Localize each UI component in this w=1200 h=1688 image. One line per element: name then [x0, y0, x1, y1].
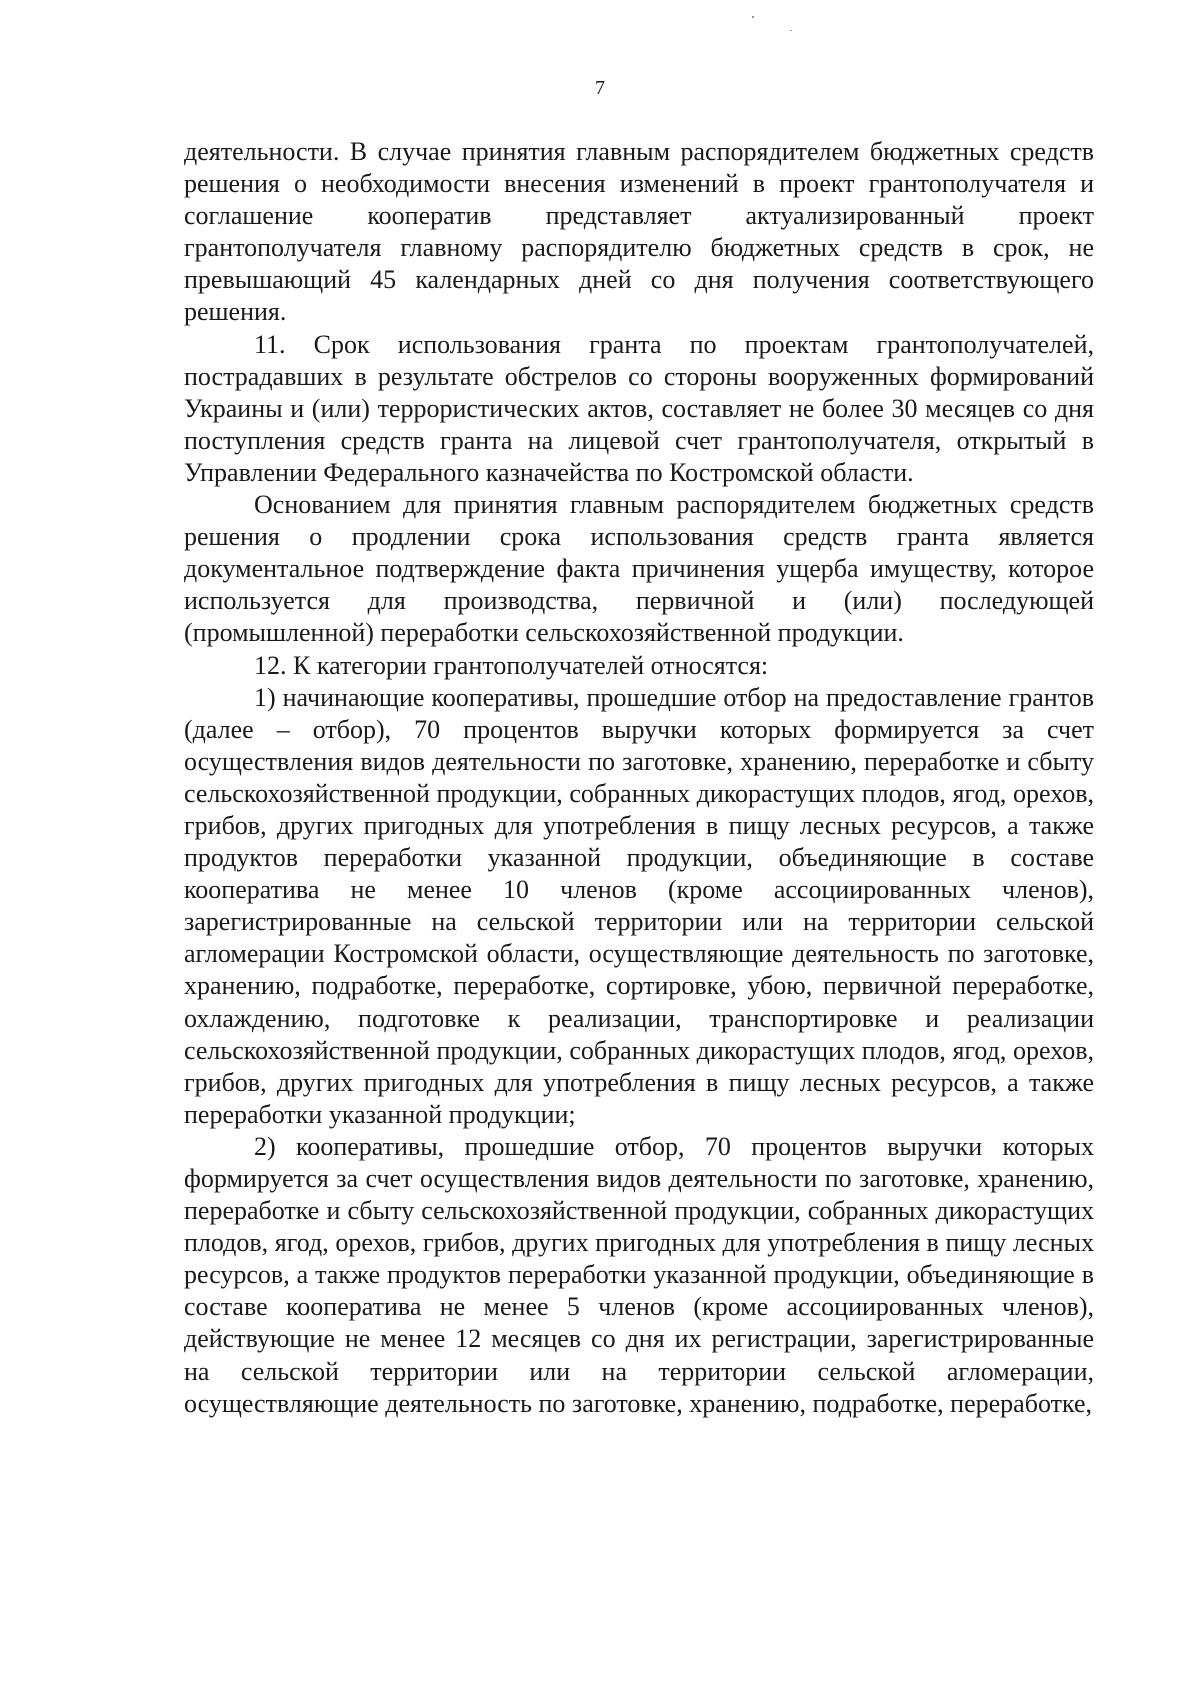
document-body: [184, 136, 1094, 1420]
paragraph-continuation: деятельности. В случае принятия главным распорядителем бюджетных средств решения о необходимости внесения изменений в проект грантополучателя и соглашение кооператив представляет актуализированный проект грантополучателя главному распорядителю бюджетных средств в срок, не превышающий 45 календарных дней со дня получения соответствующего решения.: [184, 137, 1094, 327]
paragraph-extension-basis: Основанием для принятия главным распорядителем бюджетных средств решения о продлении срока использования средств гранта является документальное подтверждение факта причинения ущерба имуществу, которое используется для производства, первичной и (или) последующей (промышленной) переработки сельскохозяйственной продукции.: [184, 490, 1094, 648]
paragraph-clause-12: 12. К категории грантополучателей относятся:: [254, 650, 769, 680]
paragraph-item-1: 1) начинающие кооперативы, прошедшие отбор на предоставление грантов (далее – отбор), 70 процентов выручки которых формируется за счет осуществления видов деятельности по заготовке, хранению, переработке и сбыту сельскохозяйственной продукции, собранных дикорастущих плодов, ягод, орехов, грибов, других пригодных для употребления в пищу лесных ресурсов, а также продуктов переработки указанной продукции, объединяющие в составе кооператива не менее 10 членов (кроме ассоциированных членов), зарегистрированные на сельской территории или на территории сельской агломерации Костромской области, осуществляющие деятельность по заготовке, хранению, подработке, переработке, сортировке, убою, первичной переработке, охлаждению, подготовке к реализации, транспортировке и реализации сельскохозяйственной продукции, собранных дикорастущих плодов, ягод, орехов, грибов, других пригодных для употребления в пищу лесных ресурсов, а также переработки указанной продукции;: [184, 682, 1094, 1129]
scan-speck: [790, 30, 792, 31]
paragraph-item-2: 2) кооперативы, прошедшие отбор, 70 процентов выручки которых формируется за счет осуществления видов деятельности по заготовке, хранению, переработке и сбыту сельскохозяйственной продукции, собранных дикорастущих плодов, ягод, орехов, грибов, других пригодных для употребления в пищу лесных ресурсов, а также продуктов переработки указанной продукции, объединяющие в составе кооператива не менее 5 членов (кроме ассоциированных членов), действующие не менее 12 месяцев со дня их регистрации, зарегистрированные на сельской территории или на территории сельской агломерации, осуществляющие деятельность по заготовке, хранению, подработке, переработке,: [184, 1131, 1094, 1418]
page-number: 7: [595, 77, 605, 99]
paragraph-clause-11: 11. Срок использования гранта по проектам грантополучателей, пострадавших в результате обстрелов со стороны вооруженных формирований Украины и (или) террористических актов, составляет не более 30 месяцев со дня поступления средств гранта на лицевой счет грантополучателя, открытый в Управлении Федерального казначейства по Костромской области.: [184, 329, 1094, 487]
scan-speck: [752, 16, 754, 18]
